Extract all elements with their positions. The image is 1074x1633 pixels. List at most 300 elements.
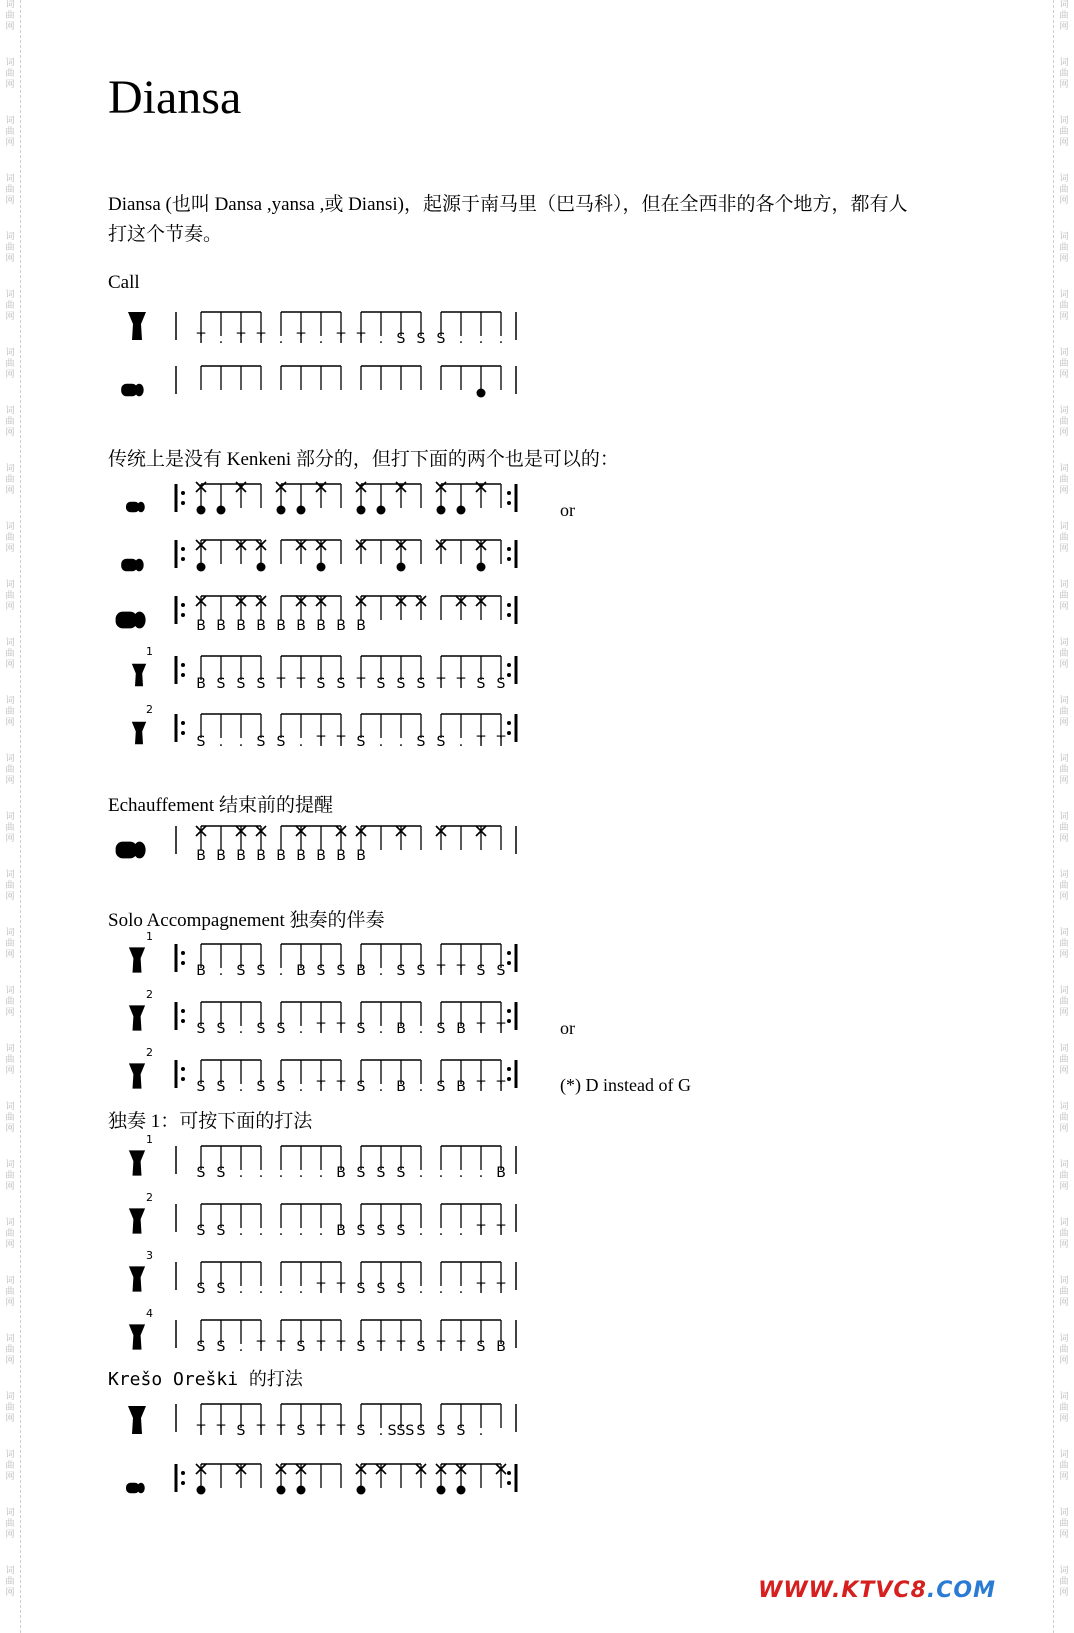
djembe-icon [128,1406,146,1434]
part-number: 2 [146,1046,153,1059]
stroke-label: . [258,1281,264,1297]
watermark-glyph: 词 曲 网 [1059,1566,1069,1598]
stroke-label: T [316,1021,326,1037]
stroke-label: T [436,963,446,979]
note-dot [357,506,366,515]
stroke-label: . [378,1423,384,1439]
stroke-label: B [196,963,206,979]
watermark-glyph: 词 曲 网 [5,406,15,438]
watermark-glyph: 词 曲 网 [1059,986,1069,1018]
stroke-label: S [476,1339,486,1355]
stroke-label: B [336,1165,346,1181]
repeat-dot [507,731,511,735]
stroke-label: B [236,848,246,864]
repeat-dot [507,1077,511,1081]
note-dot [437,1486,446,1495]
stroke-label: S [416,676,426,692]
stroke-label: S [476,676,486,692]
stroke-label: T [336,1423,346,1439]
stroke-label: . [498,331,504,347]
stroke-label: B [356,963,366,979]
repeat-dot [181,1471,185,1475]
stroke-label: S [276,1079,286,1095]
stroke-label: . [418,1165,424,1181]
stroke-label: B [456,1021,466,1037]
stroke-label: . [378,331,384,347]
stroke-label: S [196,1021,206,1037]
djembe-icon [129,1063,145,1088]
repeat-dot [181,603,185,607]
stroke-label: B [296,963,306,979]
stroke-label: B [316,848,326,864]
watermark-glyph: 词 曲 网 [1059,232,1069,264]
stroke-label: S [216,1281,226,1297]
stroke-label: S [216,1021,226,1037]
repeat-dot [507,613,511,617]
stroke-label: . [258,1165,264,1181]
page-title: Diansa [108,71,242,124]
stroke-label: T [496,1281,506,1297]
stroke-label: T [476,1079,486,1095]
repeat-dot [181,501,185,505]
watermark-glyph: 词 曲 网 [1059,696,1069,728]
stroke-label: . [478,1165,484,1181]
part-number: 2 [146,1191,153,1204]
stroke-label: . [278,331,284,347]
stroke-label: . [218,963,224,979]
or-label: or [560,500,575,520]
djembe-icon [129,1266,145,1291]
stroke-label: B [396,1021,406,1037]
stroke-label: T [196,331,206,347]
djembe-icon [129,1005,145,1030]
d-instead-note: (*) D instead of G [560,1075,691,1095]
stroke-label: T [276,1423,286,1439]
stroke-label: S [356,1021,366,1037]
stroke-label: S [356,1423,366,1439]
stroke-label: S [376,1281,386,1297]
stroke-label: T [316,1281,326,1297]
watermark-glyph: 词 曲 网 [5,1102,15,1134]
stroke-label: S [376,1223,386,1239]
section-solo-1: 独奏 1：可按下面的打法 [108,1111,313,1132]
watermark-glyph: 词 曲 网 [1059,58,1069,90]
stroke-label: . [378,1079,384,1095]
stroke-label: . [398,734,404,750]
repeat-dot [507,961,511,965]
stroke-label: T [256,331,266,347]
stroke-label: B [396,1079,406,1095]
watermark-glyph: 词 曲 网 [5,174,15,206]
watermark-glyph: 词 曲 网 [5,116,15,148]
stroke-label: S [336,963,346,979]
repeat-dot [507,1009,511,1013]
note-dot [477,563,486,572]
stroke-label: S [316,676,326,692]
watermark-glyph: 词 曲 网 [1059,1450,1069,1482]
stroke-label: . [418,1079,424,1095]
stroke-label: . [458,1281,464,1297]
stroke-label: . [438,1165,444,1181]
watermark-glyph: 词 曲 网 [5,870,15,902]
watermark-glyph: 词 曲 网 [5,0,15,32]
section-kreso: Krešo Oreški 的打法 [108,1369,303,1390]
watermark-glyph: 词 曲 网 [1059,928,1069,960]
part-number: 3 [146,1249,153,1262]
watermark-glyph: 词 曲 网 [1059,0,1069,32]
note-dot [437,506,446,515]
repeat-dot [181,1067,185,1071]
stroke-label: . [238,1281,244,1297]
stroke-label: . [238,734,244,750]
stroke-label: . [218,331,224,347]
stroke-label: . [238,1079,244,1095]
repeat-dot [507,547,511,551]
stroke-label: S [396,676,406,692]
note-dot [377,506,386,515]
stroke-label: . [418,1281,424,1297]
stroke-label: T [496,734,506,750]
stroke-label: S [196,1079,206,1095]
stroke-label: . [458,734,464,750]
dundun-icon [135,384,144,397]
stroke-label: S [356,1339,366,1355]
djembe-icon [129,947,145,972]
stroke-label: T [476,734,486,750]
stroke-label: S [356,1223,366,1239]
stroke-label: T [276,676,286,692]
repeat-dot [507,603,511,607]
watermark-glyph: 词 曲 网 [1059,1392,1069,1424]
stroke-label: S [196,734,206,750]
watermark-glyph: 词 曲 网 [5,522,15,554]
part-number: 1 [146,645,153,658]
stroke-label: T [316,1079,326,1095]
stroke-label: S [216,1339,226,1355]
section-echauffement: Echauffement 结束前的提醒 [108,795,333,816]
stroke-label: S [336,676,346,692]
stroke-label: T [216,1423,226,1439]
repeat-dot [181,557,185,561]
or-label: or [560,1018,575,1038]
stroke-label: S [276,1021,286,1037]
stroke-label: . [438,1281,444,1297]
stroke-label: B [316,618,326,634]
watermark-glyph: 词 曲 网 [1059,1102,1069,1134]
stroke-label: T [496,1079,506,1095]
repeat-dot [507,673,511,677]
stroke-label: T [336,1281,346,1297]
stroke-label: B [336,848,346,864]
stroke-label: S [356,1165,366,1181]
stroke-label: S [356,734,366,750]
stroke-label: . [378,1021,384,1037]
stroke-label: S [496,676,506,692]
dundun-icon [134,612,146,629]
watermark-glyph: 词 曲 网 [1059,1044,1069,1076]
watermark-glyph: 词 曲 网 [1059,870,1069,902]
part-number: 1 [146,930,153,943]
stroke-label: T [256,1423,266,1439]
section-solo-accompaniment: Solo Accompagnement 独奏的伴奏 [108,910,385,931]
repeat-dot [181,951,185,955]
stroke-label: S [236,963,246,979]
watermark-glyph: 词 曲 网 [1059,1276,1069,1308]
stroke-label: S [496,963,506,979]
stroke-label: T [296,331,306,347]
stroke-label: T [356,331,366,347]
stroke-label: T [456,963,466,979]
stroke-label: B [496,1339,506,1355]
dundun-icon [134,842,146,859]
stroke-label: T [496,1223,506,1239]
repeat-dot [181,1019,185,1023]
repeat-dot [181,731,185,735]
stroke-label: S [436,1079,446,1095]
stroke-label: S [376,1165,386,1181]
section-kenkeni: 传统上是没有 Kenkeni 部分的，但打下面的两个也是可以的： [108,449,619,470]
stroke-label: B [236,618,246,634]
watermark-glyph: 词 曲 网 [1059,638,1069,670]
repeat-dot [507,951,511,955]
stroke-label: S [216,1079,226,1095]
stroke-label: SSS [387,1423,415,1439]
watermark-glyph: 词 曲 网 [5,58,15,90]
stroke-label: S [216,676,226,692]
watermark-glyph: 词 曲 网 [1059,290,1069,322]
stroke-label: B [276,618,286,634]
stroke-label: S [256,676,266,692]
stroke-label: S [396,1281,406,1297]
stroke-label: S [376,676,386,692]
stroke-label: . [438,1223,444,1239]
watermark-glyph: 词 曲 网 [5,1450,15,1482]
stroke-label: T [316,1339,326,1355]
repeat-dot [507,491,511,495]
dundun-icon [137,502,145,513]
repeat-dot [181,547,185,551]
note-dot [457,1486,466,1495]
stroke-label: B [196,676,206,692]
djembe-icon [129,1208,145,1233]
watermark-glyph: 词 曲 网 [1059,1218,1069,1250]
stroke-label: . [458,1223,464,1239]
watermark-glyph: 词 曲 网 [5,1566,15,1598]
stroke-label: S [416,331,426,347]
watermark-glyph: 词 曲 网 [1059,522,1069,554]
watermark-glyph: 词 曲 网 [5,464,15,496]
stroke-label: B [336,1223,346,1239]
stroke-label: T [376,1339,386,1355]
stroke-label: S [216,1223,226,1239]
watermark-glyph: 词 曲 网 [5,638,15,670]
stroke-label: S [436,1021,446,1037]
stroke-label: S [356,1281,366,1297]
stroke-label: . [478,331,484,347]
stroke-label: . [418,1021,424,1037]
stroke-label: T [336,734,346,750]
stroke-label: . [278,1281,284,1297]
stroke-label: S [436,1423,446,1439]
stroke-label: S [416,963,426,979]
stroke-label: B [256,848,266,864]
watermark-glyph: 词 曲 网 [1059,116,1069,148]
stroke-label: T [436,676,446,692]
stroke-label: . [298,1021,304,1037]
stroke-label: . [318,1165,324,1181]
note-dot [357,1486,366,1495]
repeat-dot [507,1067,511,1071]
stroke-label: B [216,848,226,864]
stroke-label: S [356,1079,366,1095]
note-dot [197,1486,206,1495]
stroke-label: . [318,1223,324,1239]
stroke-label: S [256,1079,266,1095]
repeat-dot [181,491,185,495]
stroke-label: S [276,734,286,750]
dundun-icon [135,559,144,572]
watermark-glyph: 词 曲 网 [5,754,15,786]
watermark-glyph: 词 曲 网 [1059,754,1069,786]
stroke-label: B [356,848,366,864]
watermark-glyph: 词 曲 网 [5,1334,15,1366]
stroke-label: T [196,1423,206,1439]
watermark-glyph: 词 曲 网 [5,696,15,728]
stroke-label: T [336,1079,346,1095]
djembe-icon [132,722,146,744]
repeat-dot [181,721,185,725]
watermark-glyph: 词 曲 网 [5,928,15,960]
stroke-label: B [356,618,366,634]
section-call: Call [108,272,140,293]
note-dot [197,506,206,515]
stroke-label: T [496,1021,506,1037]
repeat-dot [181,1077,185,1081]
stroke-label: S [256,963,266,979]
stroke-label: . [278,1165,284,1181]
stroke-label: . [238,1165,244,1181]
repeat-dot [181,613,185,617]
repeat-dot [507,501,511,505]
stroke-label: B [296,618,306,634]
stroke-label: S [436,734,446,750]
watermark-glyph: 词 曲 网 [5,1044,15,1076]
note-dot [297,1486,306,1495]
stroke-label: B [496,1165,506,1181]
stroke-label: S [256,734,266,750]
stroke-label: T [256,1339,266,1355]
stroke-label: B [216,618,226,634]
stroke-label: T [236,331,246,347]
note-dot [277,1486,286,1495]
repeat-dot [181,673,185,677]
intro-paragraph: Diansa (也叫 Dansa ,yansa ,或 Diansi)，起源于南马里（巴马科），但在全西非的各个地方，都有人打这个节奏。 [108,194,908,245]
note-dot [457,506,466,515]
stroke-label: . [218,734,224,750]
watermark-glyph: 词 曲 网 [5,348,15,380]
stroke-label: . [238,1021,244,1037]
watermark-glyph: 词 曲 网 [5,986,15,1018]
watermark-glyph: 词 曲 网 [5,1276,15,1308]
stroke-label: S [196,1339,206,1355]
stroke-label: B [196,848,206,864]
stroke-label: T [476,1021,486,1037]
stroke-label: . [298,1165,304,1181]
repeat-dot [181,1481,185,1485]
site-logo: WWW.KTVC8.COM [758,1578,996,1603]
stroke-label: S [236,1423,246,1439]
stroke-label: T [316,734,326,750]
dundun-icon [137,1483,145,1494]
stroke-label: S [196,1223,206,1239]
stroke-label: T [456,1339,466,1355]
note-dot [397,563,406,572]
watermark-glyph: 词 曲 网 [5,1392,15,1424]
stroke-label: T [456,676,466,692]
djembe-icon [129,1324,145,1349]
stroke-label: S [296,1339,306,1355]
stroke-label: . [298,1223,304,1239]
repeat-dot [181,1009,185,1013]
stroke-label: T [336,1021,346,1037]
stroke-label: S [196,1165,206,1181]
stroke-label: T [476,1281,486,1297]
stroke-label: S [196,1281,206,1297]
stroke-label: S [416,1339,426,1355]
stroke-label: S [416,1423,426,1439]
note-dot [217,506,226,515]
watermark-glyph: 词 曲 网 [1059,1508,1069,1540]
watermark-glyph: 词 曲 网 [1059,464,1069,496]
watermark-glyph: 词 曲 网 [5,1218,15,1250]
stroke-label: S [456,1423,466,1439]
watermark-glyph: 词 曲 网 [1059,1160,1069,1192]
stroke-label: . [298,734,304,750]
stroke-label: S [396,1223,406,1239]
repeat-dot [507,663,511,667]
repeat-dot [507,1019,511,1023]
stroke-label: . [378,963,384,979]
stroke-label: . [298,1281,304,1297]
watermark-glyph: 词 曲 网 [1059,812,1069,844]
watermark-glyph: 词 曲 网 [5,232,15,264]
part-number: 4 [146,1307,153,1320]
stroke-label: . [318,331,324,347]
stroke-label: T [476,1223,486,1239]
stroke-label: . [238,1223,244,1239]
stroke-label: T [396,1339,406,1355]
stroke-label: S [256,1021,266,1037]
watermark-glyph: 词 曲 网 [5,1508,15,1540]
stroke-label: . [478,1423,484,1439]
stroke-label: . [238,1339,244,1355]
watermark-glyph: 词 曲 网 [5,1160,15,1192]
stroke-label: T [336,331,346,347]
stroke-label: . [458,1165,464,1181]
repeat-dot [181,961,185,965]
stroke-label: S [436,331,446,347]
stroke-label: B [276,848,286,864]
stroke-label: S [296,1423,306,1439]
stroke-label: T [316,1423,326,1439]
repeat-dot [507,1471,511,1475]
stroke-label: . [378,734,384,750]
stroke-label: S [236,676,246,692]
stroke-label: S [396,963,406,979]
part-number: 2 [146,703,153,716]
djembe-icon [128,312,146,340]
stroke-label: S [476,963,486,979]
